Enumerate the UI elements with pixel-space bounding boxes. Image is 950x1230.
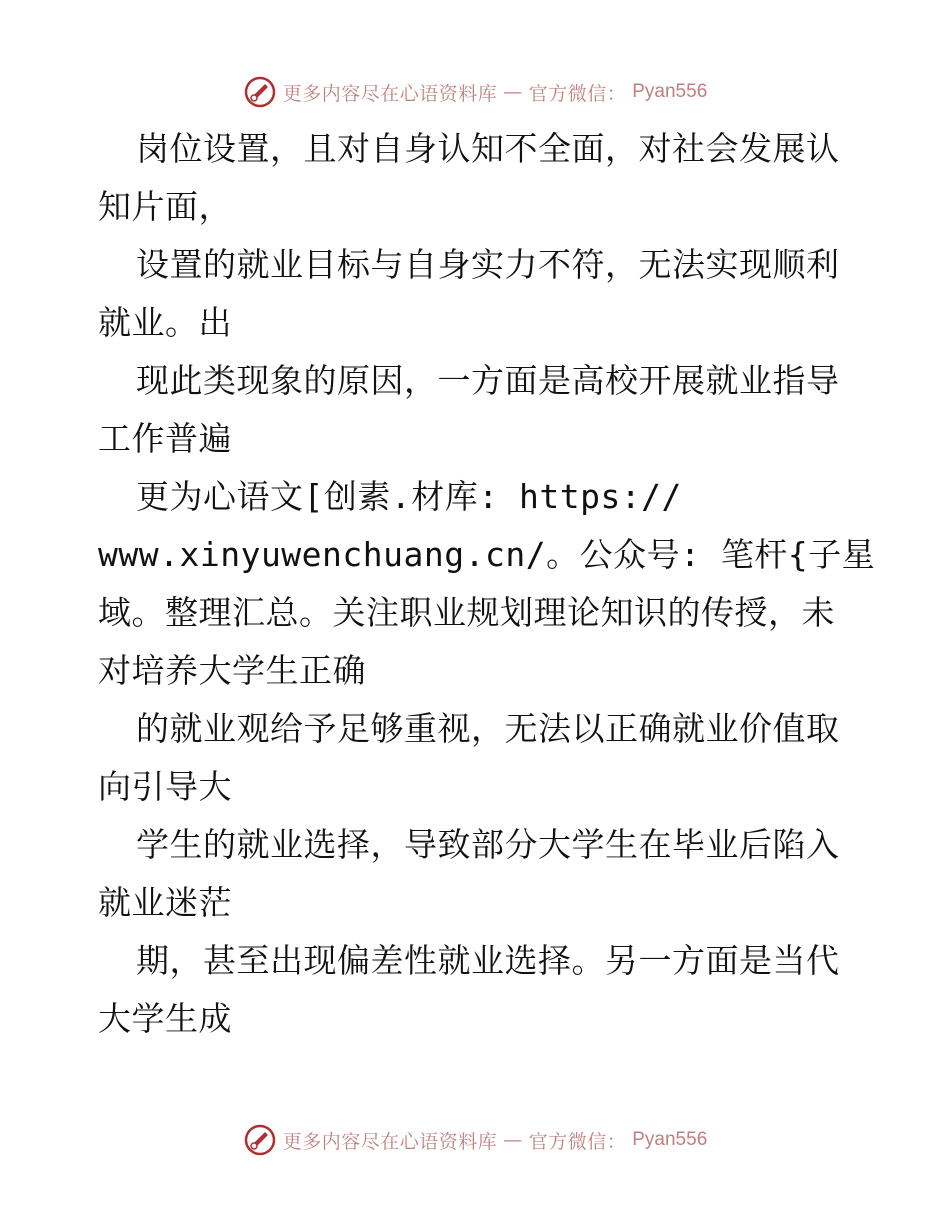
body-line: 工作普遍 (98, 419, 232, 458)
pen-heart-logo-icon (243, 1123, 277, 1157)
header-banner-inner (243, 75, 708, 109)
footer-banner-wechat-id: Pyan556 (632, 1129, 708, 1150)
body-line: 学生的就业选择，导致部分大学生在毕业后陷入 (136, 825, 840, 864)
footer-banner-title: 更多内容尽在心语资料库 (282, 1130, 498, 1153)
header-banner-title: 更多内容尽在心语资料库 (282, 82, 498, 105)
footer-banner-inner (243, 1123, 708, 1157)
body-line: 大学生成 (98, 999, 232, 1038)
document-body (98, 120, 876, 1048)
header-banner (0, 70, 950, 114)
body-line: 岗位设置，且对自身认知不全面，对社会发展认 (136, 129, 840, 168)
header-banner-wechat-id: Pyan556 (632, 81, 708, 102)
body-line: 对培养大学生正确 (98, 651, 366, 690)
body-line: 就业迷茫 (98, 883, 232, 922)
footer-banner-dash: — (503, 1129, 523, 1151)
body-line: 设置的就业目标与自身实力不符，无法实现顺利 (136, 245, 840, 284)
header-banner-wechat-label: 官方微信： (528, 82, 627, 105)
body-line: 域。整理汇总。关注职业规划理论知识的传授，未 (98, 593, 835, 632)
body-line: 就业。出 (98, 303, 232, 342)
body-line: 的就业观给予足够重视，无法以正确就业价值取 (136, 709, 840, 748)
pen-heart-logo-icon (243, 75, 277, 109)
footer-banner (0, 1118, 950, 1162)
footer-banner-wechat-label: 官方微信： (528, 1130, 627, 1153)
body-line: 更为心语文[创素.材库: https:// (136, 477, 682, 516)
header-banner-dash: — (503, 81, 523, 103)
body-line: 知片面， (98, 187, 232, 226)
body-line: 向引导大 (98, 767, 232, 806)
body-line: www.xinyuwenchuang.cn/。公众号: 笔杆{子星 (98, 535, 876, 574)
body-line: 期，甚至出现偏差性就业选择。另一方面是当代 (136, 941, 840, 980)
body-line: 现此类现象的原因，一方面是高校开展就业指导 (136, 361, 840, 400)
